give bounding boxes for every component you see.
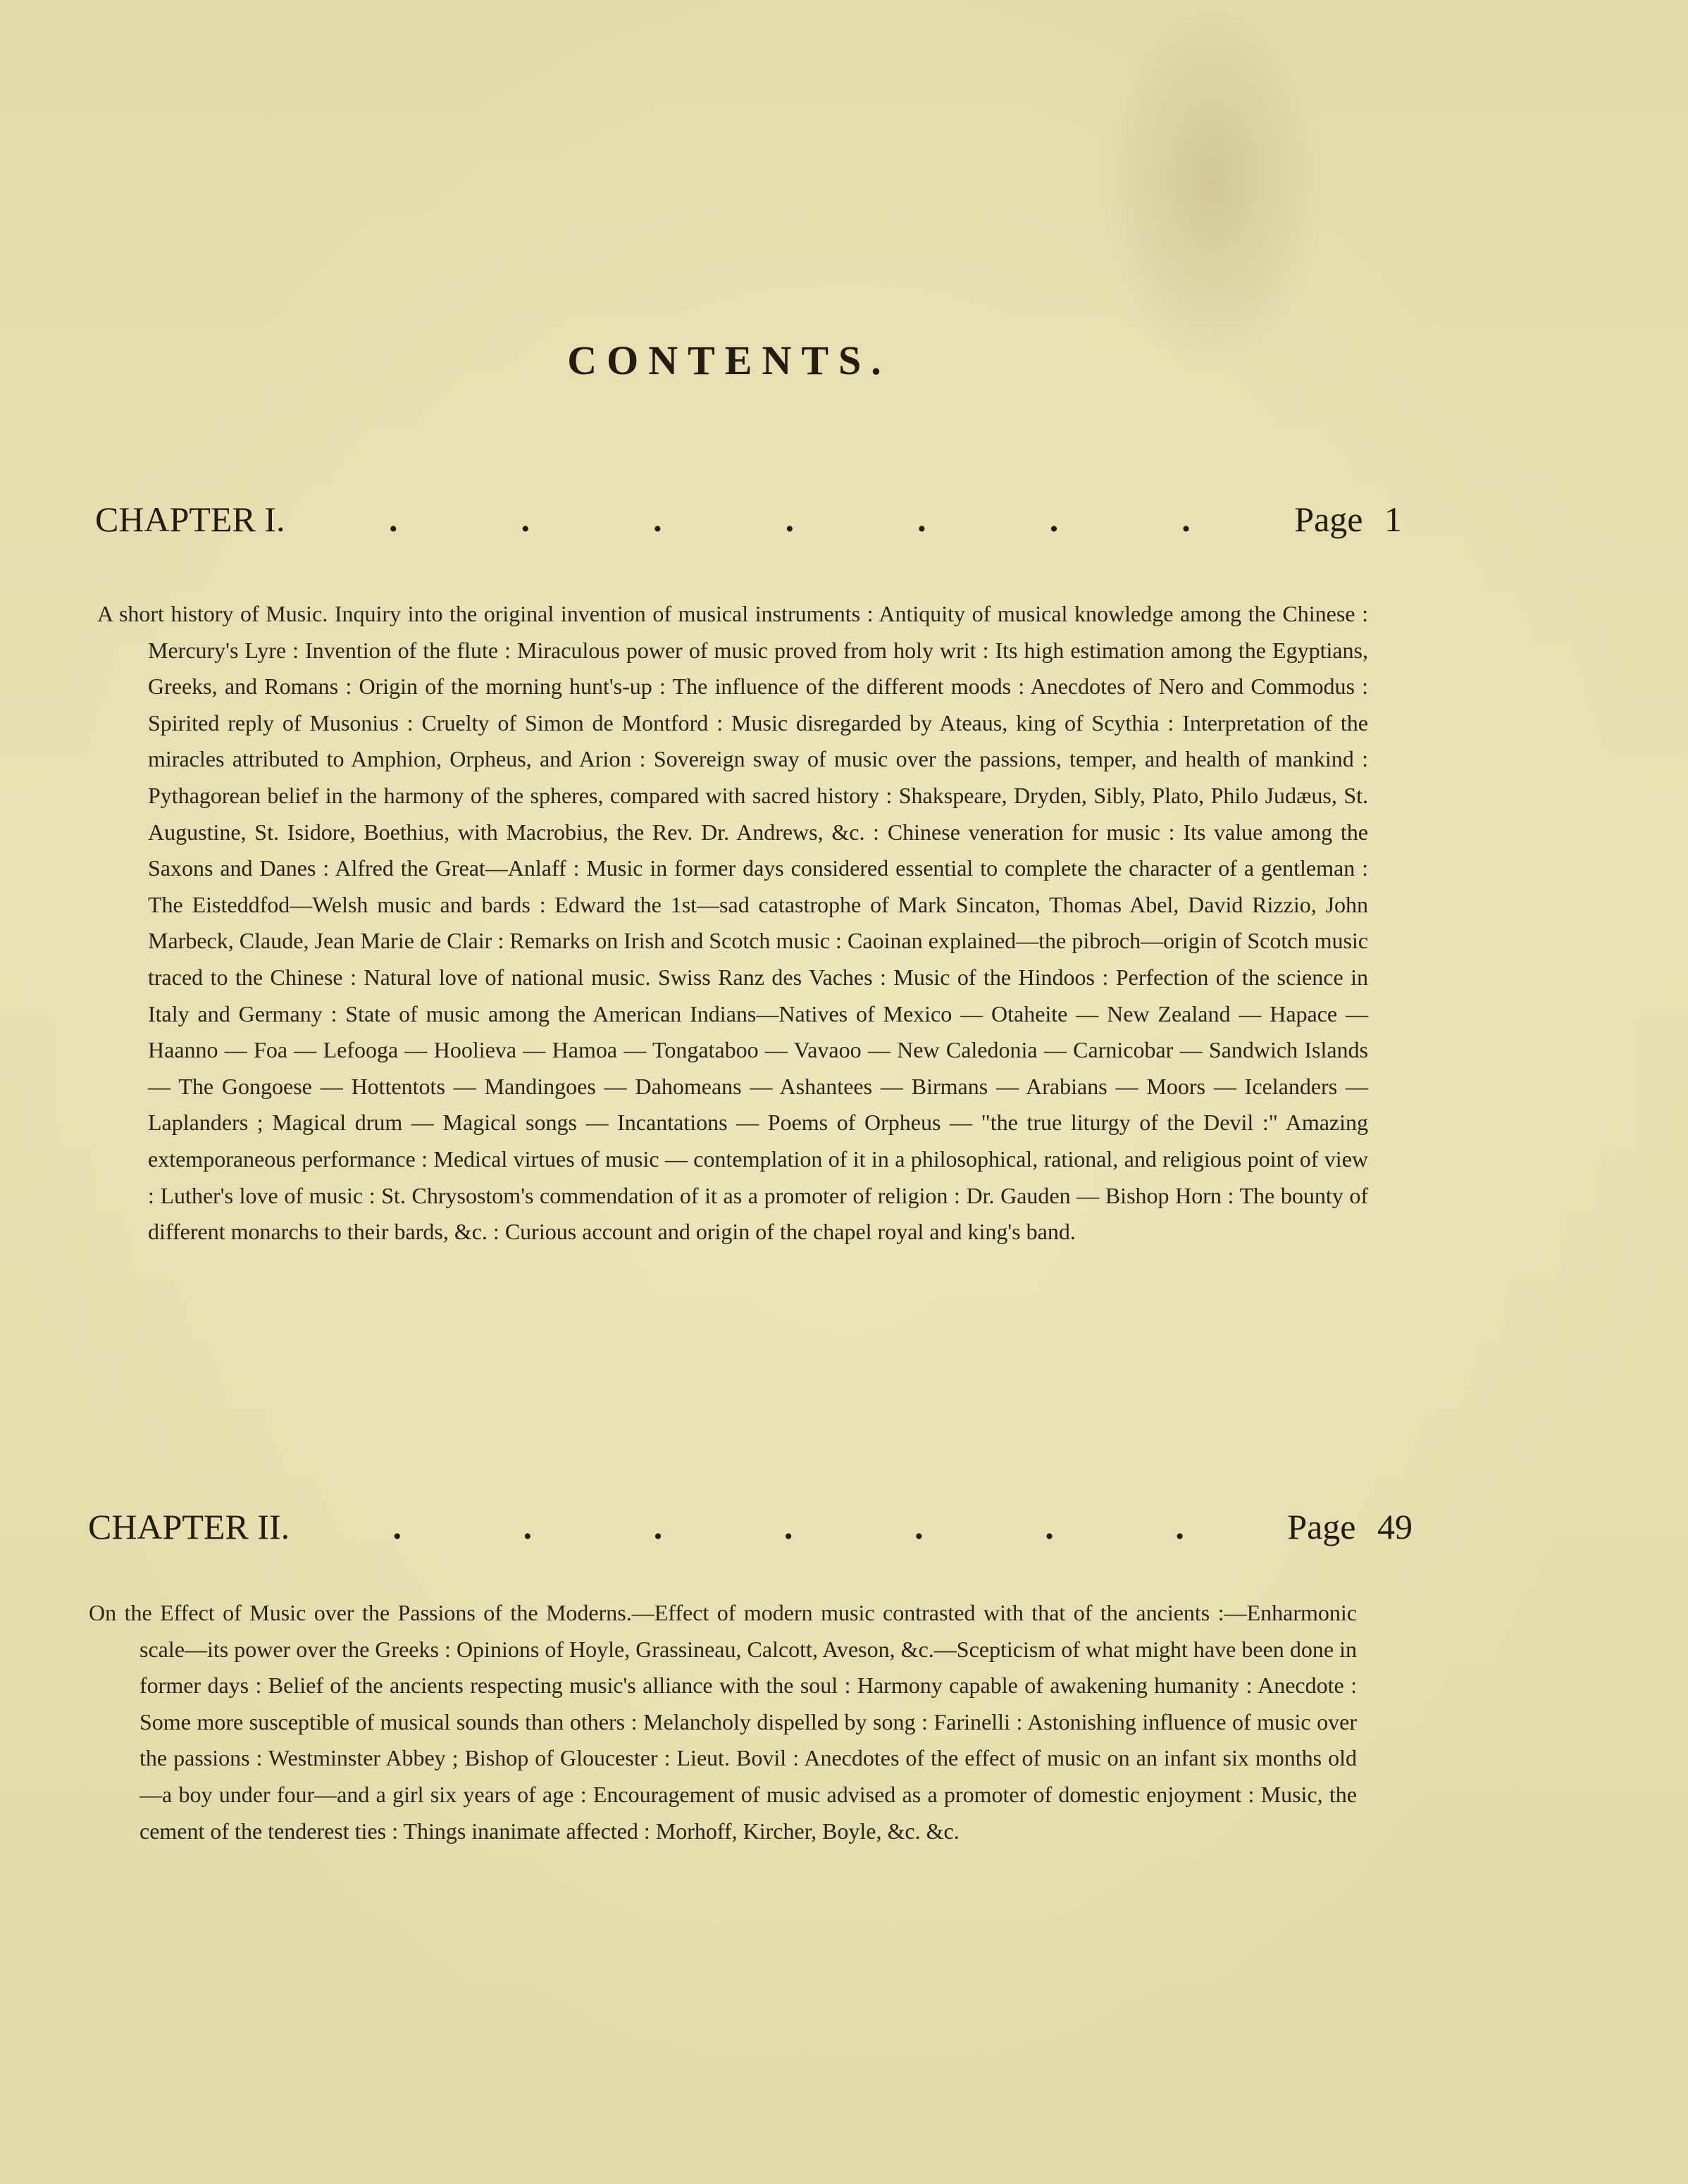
chapter-1-page-number: 1 (1384, 500, 1402, 539)
page-title: CONTENTS. (567, 337, 891, 383)
chapter-1-page-label: Page (1294, 500, 1363, 539)
chapter-1-heading: CHAPTER I. (95, 500, 285, 539)
chapter-2-summary: On the Effect of Music over the Passions of the Moderns.—Effect of modern music contrasted with that of the ancients :—Enharmonic scale—its power over the Greeks : Opinions of Hoyle, Grassineau, Calcott, Aveson, &c.—Scepticism of what might have been done in former days : Belief of the ancients respecting music's alliance with the soul : Harmony capable of awakening humanity : Anecdote : Some more susceptible of musical sounds than others : Melancholy dispelled by song : Farinelli : Astonishing influence of music over the passions : Westminster Abbey ; Bishop of Gloucester : Lieut. Bovil : Anecdotes of the effect of music on an infant six months old—a boy under four—and a girl six years of age : Encouragement of music advised as a promoter of domestic enjoyment : Music, the cement of the tenderest ties : Things inanimate affected : Morhoff, Kircher, Boyle, &c. &c. (89, 1600, 1357, 1844)
chapter-1-page-ref (1294, 499, 1402, 540)
chapter-2-leader-dots: . . . . . . . (392, 1507, 1184, 1546)
chapter-2-page-label: Page (1287, 1507, 1356, 1546)
chapter-2-page-number: 49 (1377, 1507, 1413, 1546)
chapter-1-heading-line (95, 499, 1402, 540)
chapter-2-heading: CHAPTER II. (88, 1507, 290, 1546)
chapter-1-leader-dots: . . . . . . . (388, 500, 1191, 539)
chapter-1-summary: A short history of Music. Inquiry into the original invention of musical instruments : Antiquity of musical knowledge among the Chinese : Mercury's Lyre : Invention of the flute : Miraculous power of music proved from holy writ : Its high estimation among the Egyptians, Greeks, and Romans : Origin of the morning hunt's-up : The influence of the different moods : Anecdotes of Nero and Commodus : Spirited reply of Musonius : Cruelty of Simon de Montford : Music disregarded by Ateaus, king of Scythia : Interpretation of the miracles attributed to Amphion, Orpheus, and Arion : Sovereign sway of music over the passions, temper, and health of mankind : Pythagorean belief in the harmony of the spheres, compared with sacred history : Shakspeare, Dryden, Sibly, Plato, Philo Judæus, St. Augustine, St. Isidore, Boethius, with Macrobius, the Rev. Dr. Andrews, &c. : Chinese veneration for music : Its value among the Saxons and Danes : Alfred the Great—Anlaff : Music in former days considered essential to complete the character of a gentleman : The Eisteddfod—Welsh music and bards : Edward the 1st—sad catastrophe of Mark Sincaton, Thomas Abel, David Rizzio, John Marbeck, Claude, Jean Marie de Clair : Remarks on Irish and Scotch music : Caoinan explained—the pibroch—origin of Scotch music traced to the Chinese : Natural love of national music. Swiss Ranz des Vaches : Music of the Hindoos : Perfection of the science in Italy and Germany : State of music among the American Indians—Natives of Mexico — Otaheite — New Zealand — Hapace — Haanno — Foa — Lefooga — Hoolieva — Hamoa — Tongataboo — Vavaoo — New Caledonia — Carnicobar — Sandwich Islands — The Gongoese — Hottentots — Mandingoes — Dahomeans — Ashantees — Birmans — Arabians — Moors — Icelanders — Laplanders ; Magical drum — Magical songs — Incantations — Poems of Orpheus — "the true liturgy of the Devil :" Amazing extemporaneous performance : Medical virtues of music — contemplation of it in a philosophical, rational, and religious point of view : Luther's love of music : St. Chrysostom's commendation of it as a promoter of religion : Dr. Gauden — Bishop Horn : The bounty of different monarchs to their bards, &c. : Curious account and origin of the chapel royal and king's band. (97, 601, 1368, 1245)
chapter-2-page-ref (1287, 1506, 1413, 1547)
chapter-2-heading-line (88, 1506, 1413, 1547)
